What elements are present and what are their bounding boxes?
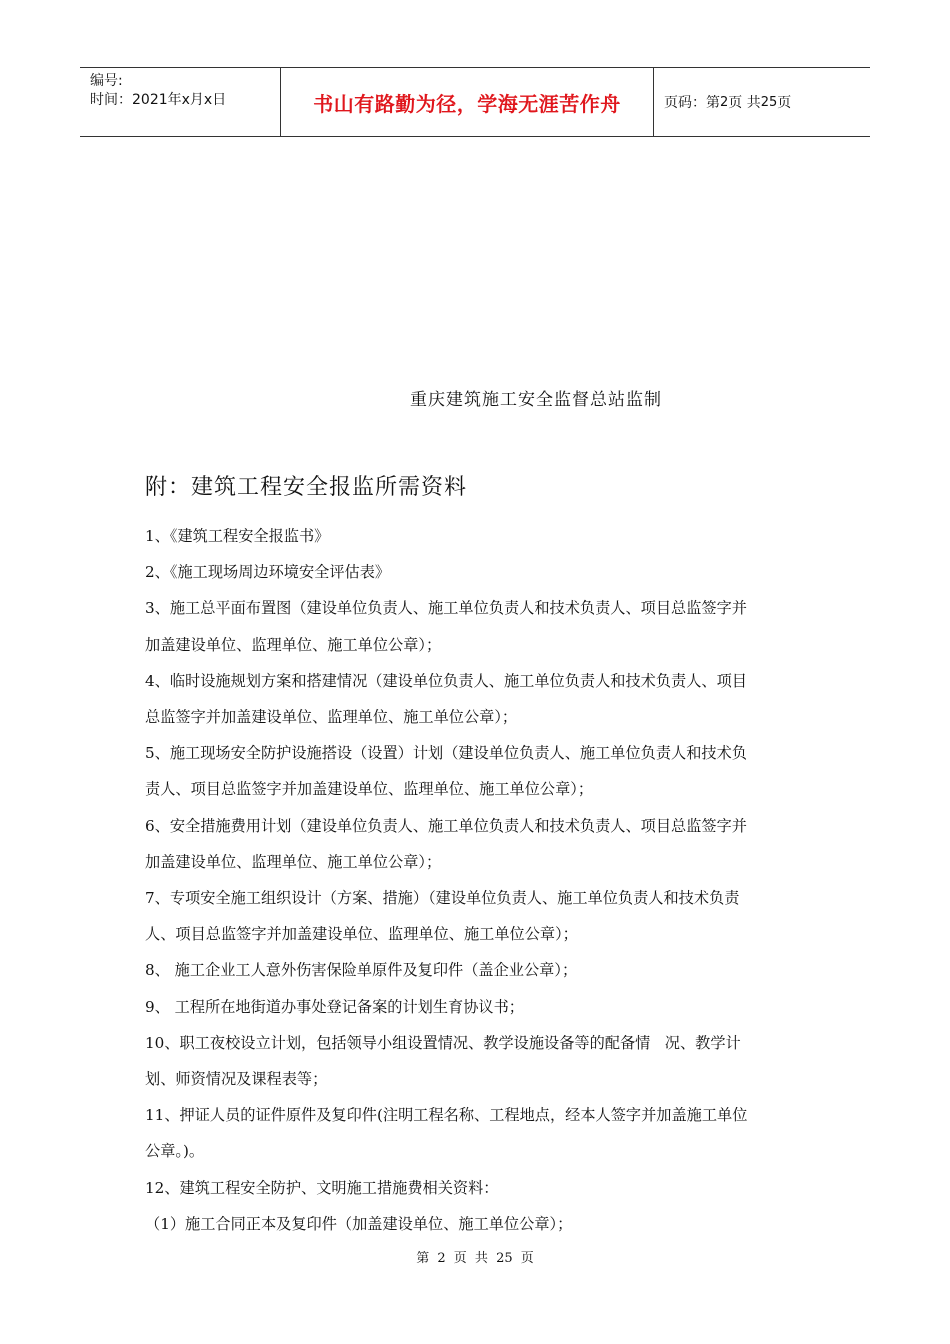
list-line: 8、 施工企业工人意外伤害保险单原件及复印件（盖企业公章）； bbox=[145, 961, 578, 980]
list-line: 加盖建设单位、监理单位、施工单位公章）； bbox=[145, 852, 442, 871]
appendix-title: 附：建筑工程安全报监所需资料 bbox=[145, 475, 468, 500]
header-motto-cell bbox=[281, 68, 654, 136]
list-line: 划、师资情况及课程表等； bbox=[145, 1070, 328, 1089]
list-line: 10、职工夜校设立计划，包括领导小组设置情况、教学设施设备等的配备情 况、教学计 bbox=[145, 1033, 741, 1052]
list-line: 公章。)。 bbox=[145, 1142, 205, 1161]
page-header bbox=[80, 67, 870, 137]
header-page-suffix: 页 bbox=[777, 95, 792, 111]
code-label: 编号: bbox=[90, 73, 123, 89]
list-line: 6、安全措施费用计划（建设单位负责人、施工单位负责人和技术负责人、项目总监签字并 bbox=[145, 816, 747, 835]
list-line: 人、项目总监签字并加盖建设单位、监理单位、施工单位公章）； bbox=[145, 925, 578, 944]
list-line: 11、押证人员的证件原件及复印件(注明工程名称、工程地点，经本人签字并加盖施工单位 bbox=[145, 1106, 748, 1125]
list-line: 1、《建筑工程安全报监书》 bbox=[145, 527, 330, 545]
header-meta-cell bbox=[80, 68, 281, 136]
list-line: 12、建筑工程安全防护、文明施工措施费相关资料： bbox=[145, 1178, 499, 1197]
requirements-list bbox=[145, 518, 815, 1242]
date-label: 时间：2021年x月x日 bbox=[90, 92, 227, 108]
header-page-total: 25 bbox=[760, 94, 778, 110]
list-line: 7、专项安全施工组织设计（方案、措施）（建设单位负责人、施工单位负责人和技术负责 bbox=[145, 889, 740, 908]
list-line: （1）施工合同正本及复印件（加盖建设单位、施工单位公章）； bbox=[145, 1214, 573, 1233]
header-page-prefix: 页码：第 bbox=[664, 95, 720, 111]
header-page-current: 2 bbox=[720, 94, 729, 110]
page-footer bbox=[0, 1247, 950, 1266]
list-line: 2、《施工现场周边环境安全评估表》 bbox=[145, 563, 391, 582]
list-line: 5、施工现场安全防护设施搭设（设置）计划（建设单位负责人、施工单位负责人和技术负 bbox=[145, 744, 747, 763]
footer-page-current: 2 bbox=[437, 1251, 446, 1266]
footer-suffix: 页 bbox=[520, 1251, 534, 1266]
footer-prefix: 第 bbox=[416, 1251, 430, 1266]
list-line: 责人、项目总监签字并加盖建设单位、监理单位、施工单位公章）； bbox=[145, 780, 594, 799]
footer-page-total: 25 bbox=[496, 1251, 513, 1266]
header-motto: 书山有路勤为径，学海无涯苦作舟 bbox=[313, 91, 621, 116]
footer-mid: 页 共 bbox=[453, 1251, 488, 1266]
list-line: 加盖建设单位、监理单位、施工单位公章）； bbox=[145, 635, 442, 654]
list-line: 4、临时设施规划方案和搭建情况（建设单位负责人、施工单位负责人和技术负责人、项目 bbox=[145, 671, 747, 690]
list-line: 总监签字并加盖建设单位、监理单位、施工单位公章）； bbox=[145, 708, 518, 727]
header-page-mid: 页 共 bbox=[728, 95, 761, 111]
list-line: 9、 工程所在地街道办事处登记备案的计划生育协议书； bbox=[145, 997, 524, 1016]
header-page-cell bbox=[654, 68, 870, 136]
supervisor-line: 重庆建筑施工安全监督总站监制 bbox=[410, 390, 662, 410]
list-line: 3、施工总平面布置图（建设单位负责人、施工单位负责人和技术负责人、项目总监签字并 bbox=[145, 599, 747, 618]
